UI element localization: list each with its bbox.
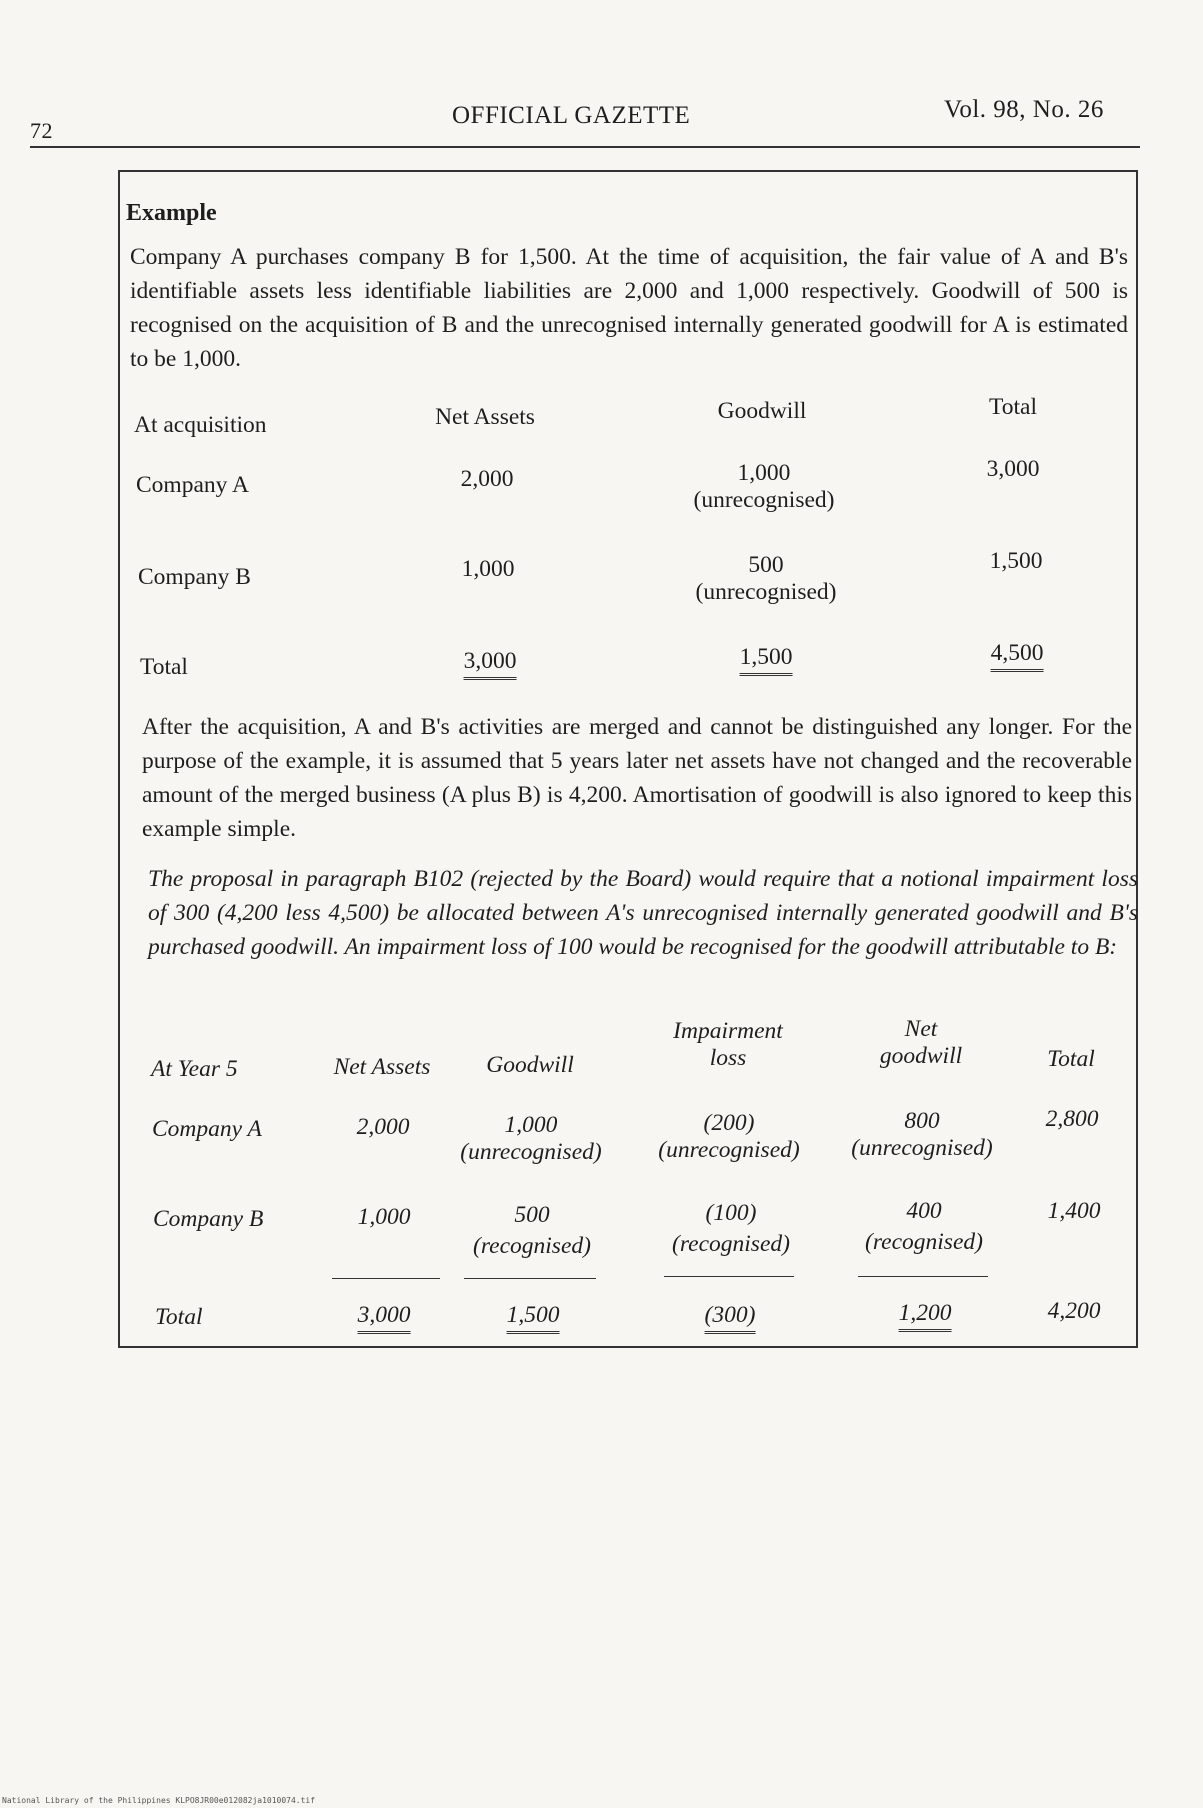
t1-header-label: At acquisition <box>134 412 267 438</box>
t2-header-impairment-1: Impairment <box>673 1018 783 1044</box>
t1-cell-total: 4,500 <box>991 640 1044 672</box>
t2-cell-impairment <box>658 1110 799 1164</box>
t1-cell-goodwill <box>694 460 835 514</box>
t2-subtotal-rule <box>664 1276 794 1277</box>
t2-header-impairment <box>673 1018 783 1072</box>
t2-header-impairment-2: loss <box>709 1045 747 1071</box>
header-rule <box>30 146 1140 148</box>
scan-footer: National Library of the Philippines KLPO8JR00e012082ja1010074.tif <box>2 1796 316 1805</box>
t1-goodwill-note: (unrecognised) <box>695 579 837 605</box>
example-title: Example <box>126 200 217 226</box>
t2-row-label: Company B <box>153 1206 264 1232</box>
t2-net-goodwill-value: 400 <box>906 1198 942 1224</box>
t1-goodwill-note: (unrecognised) <box>693 487 835 513</box>
volume-issue: Vol. 98, No. 26 <box>944 96 1104 123</box>
t2-impairment-note: (recognised) <box>672 1231 790 1257</box>
t1-cell-total: 1,500 <box>989 548 1043 574</box>
t2-row-label: Company A <box>152 1116 262 1142</box>
t1-cell-net-assets: 2,000 <box>460 466 514 492</box>
t2-cell-total: 2,800 <box>1045 1106 1099 1132</box>
t1-goodwill-value: 1,000 <box>737 460 791 486</box>
t2-goodwill-value: 500 <box>514 1202 550 1228</box>
t2-net-goodwill-note: (unrecognised) <box>851 1135 993 1161</box>
after-paragraph: After the acquisition, A and B's activities are merged and cannot be distinguished any longer. For the purpose of the example, it is assumed that 5 years later net assets have not changed and the recoverable amount of the merged business (A plus B) is 4,200. Amortisation of goodwill is also ignored to keep this example simple. <box>142 714 1132 842</box>
page-number: 72 <box>30 118 53 143</box>
t2-cell-goodwill <box>473 1202 591 1260</box>
t1-cell-net-assets: 1,000 <box>461 556 515 582</box>
t2-goodwill-value: 1,000 <box>504 1112 558 1138</box>
t2-cell-goodwill <box>460 1112 601 1166</box>
t1-header-net-assets: Net Assets <box>435 404 535 430</box>
t2-goodwill-note: (unrecognised) <box>460 1139 602 1165</box>
t2-cell-net-goodwill <box>865 1198 983 1256</box>
t2-subtotal-rule <box>858 1276 988 1277</box>
t1-goodwill-value: 500 <box>748 552 784 578</box>
t1-header-goodwill: Goodwill <box>717 398 807 424</box>
t1-cell-total: 3,000 <box>986 456 1040 482</box>
t2-cell-goodwill: 1,500 <box>507 1302 560 1334</box>
t2-header-goodwill: Goodwill <box>486 1052 574 1078</box>
t2-cell-total: 4,200 <box>1047 1298 1101 1324</box>
t1-row-label: Total <box>140 654 188 680</box>
proposal-paragraph: The proposal in paragraph B102 (rejected by the Board) would require that a notional impairment loss of 300 (4,200 less 4,500) be allocated between A's unrecognised internally generated goodwill and B's purchased goodwill. An impairment loss of 100 would be recognised for the goodwill attributable to B: <box>148 866 1138 960</box>
t1-cell-net-assets: 3,000 <box>464 648 517 680</box>
t2-goodwill-note: (recognised) <box>473 1233 591 1259</box>
t2-cell-net-assets: 2,000 <box>356 1114 410 1140</box>
t2-header-net-goodwill-2: goodwill <box>879 1043 963 1069</box>
t2-impairment-value: (200) <box>703 1110 755 1136</box>
t1-cell-goodwill: 1,500 <box>740 644 793 676</box>
t2-header-net-assets: Net Assets <box>333 1054 431 1080</box>
t1-row-label: Company B <box>138 564 251 590</box>
t2-row-label: Total <box>155 1304 203 1330</box>
t2-subtotal-rule <box>332 1278 440 1279</box>
t2-cell-net-assets: 3,000 <box>358 1302 411 1334</box>
t2-cell-net-goodwill: 1,200 <box>899 1300 952 1332</box>
t2-cell-impairment <box>672 1200 790 1258</box>
t1-header-total: Total <box>989 394 1037 420</box>
t2-net-goodwill-note: (recognised) <box>865 1229 983 1255</box>
publication-title: OFFICIAL GAZETTE <box>452 102 691 129</box>
t2-impairment-note: (unrecognised) <box>658 1137 800 1163</box>
t2-cell-impairment: (300) <box>705 1302 756 1334</box>
t2-cell-net-assets: 1,000 <box>357 1204 411 1230</box>
t2-net-goodwill-value: 800 <box>904 1108 940 1134</box>
t2-cell-net-goodwill <box>851 1108 992 1162</box>
t2-header-net-goodwill-1: Net <box>904 1016 938 1042</box>
t2-header-net-goodwill <box>880 1016 962 1070</box>
t2-subtotal-rule <box>464 1278 596 1279</box>
t1-cell-goodwill <box>696 552 837 606</box>
t2-header-total: Total <box>1047 1046 1095 1072</box>
t2-cell-total: 1,400 <box>1047 1198 1101 1224</box>
t2-impairment-value: (100) <box>705 1200 757 1226</box>
t2-header-label: At Year 5 <box>151 1056 238 1082</box>
t1-row-label: Company A <box>136 472 249 498</box>
intro-paragraph: Company A purchases company B for 1,500. At the time of acquisition, the fair value of A and B's identifiable assets less identifiable liabilities are 2,000 and 1,000 respectively. Goodwill of 500 is recognised on the acquisition of B and the unrecognised internally generated goodwill for A is estimated to be 1,000. <box>130 244 1128 372</box>
